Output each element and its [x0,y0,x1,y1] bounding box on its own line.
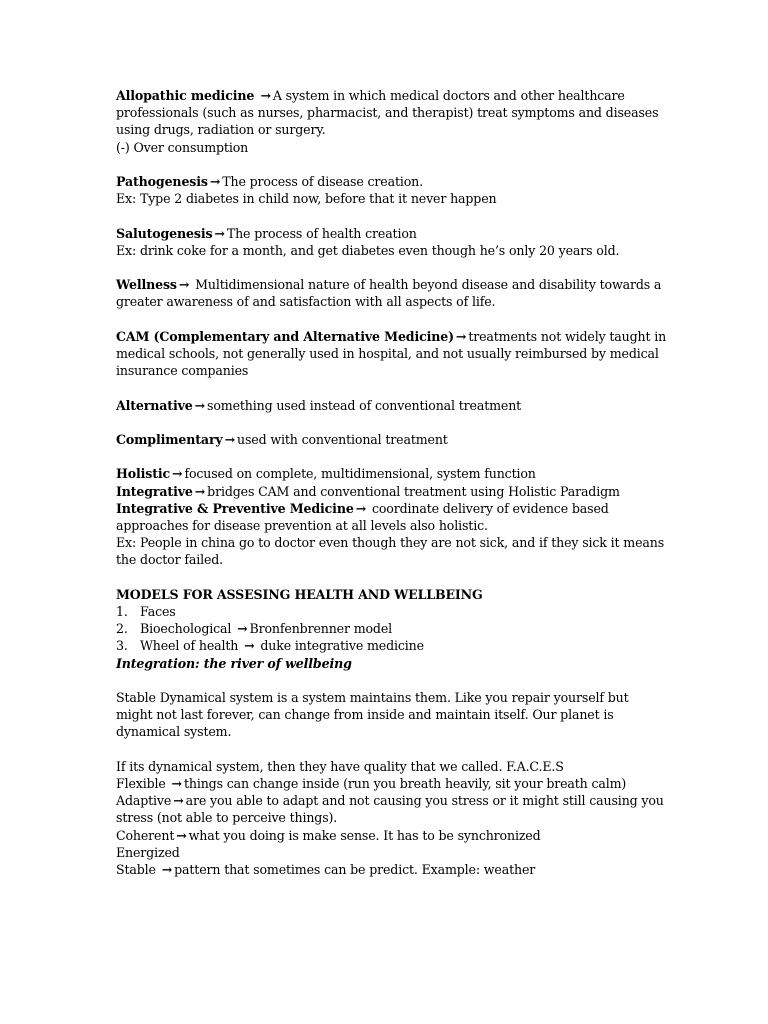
complimentary-definition [116,431,668,448]
definition-text: bridges CAM and conventional treatment using Holistic Paradigm [207,483,620,499]
list-number: 2. [116,621,128,637]
arrow-icon: → [176,827,187,843]
list-item [116,603,668,620]
salutogenesis-example: Ex: drink coke for a month, and get diabetes even though he’s only 20 years old. [116,242,620,258]
faces-intro: If its dynamical system, then they have quality that we called. F.A.C.E.S [116,758,564,774]
arrow-icon: → [209,174,221,189]
term: Integrative & Preventive Medicine [116,500,354,516]
stable-dynamical-paragraph: Stable Dynamical system is a system maintains them. Like you repair yourself but might not last forever, can change from inside and maintain itself. Our planet is dynamical system. [116,689,629,740]
list-text: Faces [140,603,176,619]
arrow-icon: → [260,88,271,103]
list-item [116,637,668,654]
definition-text: Multidimensional nature of health beyond disease and disability towards a greater awareness of and satisfaction with all aspects of life. [116,277,662,310]
term: Stable [116,861,160,877]
definition-text: are you able to adapt and not causing you stress or it might still causing you stress (not able to perceive things). [116,793,664,826]
term: Adaptive [116,793,172,809]
term: Complimentary [116,431,223,447]
models-list [116,603,668,655]
integrative-preventive-example: Ex: People in china go to doctor even though they are not sick, and if they sick it means the doctor failed. [116,535,665,568]
list-number: 1. [116,603,128,619]
arrow-icon: → [194,483,206,499]
term: Alternative [116,397,193,413]
arrow-icon: → [244,638,255,654]
allopathic-definition [116,87,668,139]
alternative-definition [116,397,668,414]
term: Flexible [116,775,170,791]
list-number: 3. [116,638,128,654]
list-text: duke integrative medicine [256,638,424,654]
definition-text: things can change inside (run you breath heavily, sit your breath calm) [183,775,627,791]
definition-text: treatments not widely taught in medical schools, not generally used in hospital, and not usually reimbursed by medical insurance companies [116,328,667,379]
arrow-icon: → [224,431,236,447]
models-subheading: Integration: the river of wellbeing [116,655,352,671]
definition-text: coordinate delivery of evidence based approaches for disease prevention at all levels also holistic. [116,500,609,533]
arrow-icon: → [237,621,248,637]
arrow-icon: → [161,861,173,877]
cam-definition [116,328,668,380]
wellness-definition [116,276,668,310]
list-text: Bronfenbrenner model [249,621,393,637]
arrow-icon: → [172,466,183,482]
list-item [116,620,668,637]
pathogenesis-example: Ex: Type 2 diabetes in child now, before that it never happen [116,191,497,207]
definition-text: focused on complete, multidimensional, system function [184,466,536,482]
salutogenesis-definition [116,225,668,242]
term: Integrative [116,483,193,499]
arrow-icon: → [355,500,367,516]
term: Pathogenesis [116,174,208,189]
list-text: Bioechological [140,621,236,637]
faces-adaptive [116,792,668,826]
definition-text: A system in which medical doctors and other healthcare professionals (such as nurses, pharmacist, and therapist) treat symptoms and diseases using drugs, radiation or surgery. [116,88,659,138]
arrow-icon: → [178,277,190,293]
arrow-icon: → [194,397,206,413]
definition-text: what you doing is make sense. It has to be synchronized [188,827,541,843]
integrative-preventive-definition [116,500,668,534]
term: Allopathic medicine [116,88,259,103]
definition-text: The process of health creation [226,225,417,241]
term: Wellness [116,277,177,293]
definition-text: used with conventional treatment [237,431,448,447]
pathogenesis-definition [116,173,668,190]
faces-stable [116,861,668,878]
faces-flexible [116,775,668,792]
arrow-icon: → [214,225,225,241]
term: CAM (Complementary and Alternative Medicine) [116,328,454,344]
faces-energized [116,844,668,861]
allopathic-note: (-) Over consumption [116,139,249,155]
integrative-definition [116,483,668,500]
arrow-icon: → [455,328,467,344]
list-text: Wheel of health [140,638,243,654]
arrow-icon: → [171,775,182,791]
term: Salutogenesis [116,225,213,241]
models-heading: MODELS FOR ASSESING HEALTH AND WELLBEING [116,586,483,602]
definition-text: The process of disease creation. [222,174,423,189]
term: Coherent [116,827,175,843]
term: Energized [116,844,180,860]
holistic-definition [116,465,668,482]
definition-text: pattern that sometimes can be predict. Example: weather [174,861,536,877]
term: Holistic [116,466,171,482]
arrow-icon: → [173,793,184,809]
faces-coherent [116,827,668,844]
definition-text: something used instead of conventional treatment [207,397,522,413]
